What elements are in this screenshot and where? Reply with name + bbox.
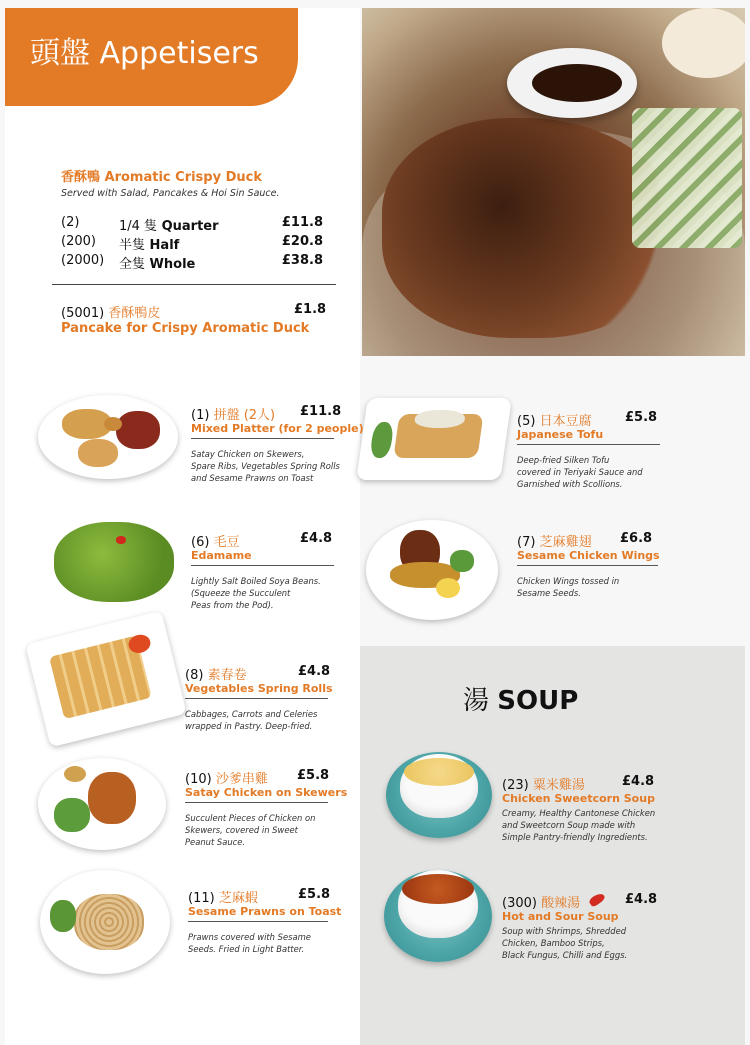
item-code: (5001)	[61, 306, 105, 321]
item-code: (2000)	[61, 253, 105, 268]
soup-title-zh: 湯	[463, 686, 490, 716]
divider	[52, 284, 336, 285]
price: £1.8	[294, 302, 327, 317]
pancake-title	[61, 302, 160, 321]
item-title	[517, 410, 592, 429]
price: £6.8	[620, 531, 653, 546]
item-title	[185, 664, 247, 683]
item-name-zh: 酸辣湯	[541, 896, 581, 911]
crispy-duck-title: 香酥鴨 Aromatic Crispy Duck	[61, 170, 262, 185]
description-line: Deep-fried Silken Tofu	[517, 455, 610, 465]
item-code: (6)	[191, 535, 210, 550]
description-line: wrapped in Pastry. Deep-fried.	[185, 721, 313, 731]
edamame-shape	[54, 522, 174, 602]
size-name	[119, 215, 219, 234]
price: £5.8	[625, 410, 658, 425]
item-description	[502, 925, 627, 961]
item-name-en: Vegetables Spring Rolls	[185, 682, 333, 695]
size-name-en: Half	[149, 238, 180, 253]
satay-skewer-shape	[88, 772, 136, 824]
description-line: Sesame Seeds.	[517, 588, 581, 598]
description-line: Peas from the Pod).	[191, 600, 274, 610]
item-description	[517, 454, 643, 490]
description-line: Satay Chicken on Skewers,	[191, 449, 305, 459]
description-line: Chicken Wings tossed in	[517, 576, 620, 586]
chili-garnish-shape	[116, 536, 126, 544]
description-line: Black Fungus, Chilli and Eggs.	[502, 950, 628, 960]
price: £20.8	[281, 234, 323, 249]
item-title	[185, 768, 268, 787]
item-description	[185, 708, 317, 732]
price: £4.8	[300, 531, 333, 546]
lemon-shape	[436, 578, 460, 598]
prawn-toast-shape	[74, 894, 144, 950]
item-description	[502, 807, 655, 843]
description-line: covered in Teriyaki Sauce and	[517, 467, 643, 477]
description-line: Succulent Pieces of Chicken on	[185, 813, 316, 823]
size-name-zh: 1/4 隻	[119, 219, 158, 234]
price: £11.8	[300, 404, 342, 419]
size-name-en: Whole	[149, 257, 196, 272]
ribs-shape	[116, 411, 160, 449]
item-description	[191, 448, 340, 484]
description-line: Prawns covered with Sesame	[188, 932, 311, 942]
divider	[191, 565, 334, 566]
pancake-name-zh: 香酥鴨皮	[108, 306, 161, 321]
description-line: Garnished with Scollions.	[517, 479, 623, 489]
mixed-platter-photo	[38, 395, 178, 479]
item-code: (300)	[502, 896, 537, 911]
description-line: Chicken, Bamboo Strips,	[502, 938, 605, 948]
item-description	[185, 812, 315, 848]
soup-title-en: SOUP	[497, 686, 579, 716]
crispy-duck-description: Served with Salad, Pancakes & Hoi Sin Sauce.	[61, 188, 280, 199]
sweetcorn-soup-shape	[404, 758, 474, 786]
item-code: (7)	[517, 535, 536, 550]
size-name-en: Quarter	[161, 219, 219, 234]
description-line: Spare Ribs, Vegetables Spring Rolls	[191, 461, 340, 471]
item-title	[517, 531, 592, 550]
sesame-prawns-photo	[40, 870, 170, 974]
item-name-en: Chicken Sweetcorn Soup	[502, 792, 655, 805]
description-line: Skewers, covered in Sweet	[185, 825, 298, 835]
salad-shape	[54, 798, 90, 832]
item-name-en: Edamame	[191, 549, 252, 562]
description-line: Cabbages, Carrots and Celeries	[185, 709, 318, 719]
item-description	[517, 575, 619, 599]
price: £11.8	[281, 215, 323, 230]
item-name-en: Hot and Sour Soup	[502, 910, 619, 923]
item-name-en: Mixed Platter (for 2 people)	[191, 422, 364, 435]
item-description	[188, 931, 311, 955]
edamame-photo	[44, 512, 180, 612]
garnish-shape	[50, 900, 76, 932]
item-name-en: Satay Chicken on Skewers	[185, 786, 348, 799]
item-code: (8)	[185, 668, 204, 683]
page-title: 頭盤 Appetisers	[30, 36, 259, 71]
item-code: (1)	[191, 408, 210, 423]
price: £38.8	[281, 253, 323, 268]
item-code: (10)	[185, 772, 212, 787]
peanut-sauce-shape	[64, 766, 86, 782]
description-line: Peanut Sauce.	[185, 837, 246, 847]
divider	[185, 802, 328, 803]
item-title	[188, 887, 258, 906]
garnish-shape	[450, 550, 474, 572]
item-title	[191, 531, 240, 550]
item-name-zh: 拼盤 (2人)	[213, 408, 276, 423]
item-name-en: Japanese Tofu	[517, 428, 604, 441]
hot-sour-soup-shape	[402, 874, 474, 904]
item-name-zh: 沙爹串雞	[215, 772, 268, 787]
description-line: (Squeeze the Succulent	[191, 588, 291, 598]
hoisin-sauce-shape	[532, 64, 622, 102]
price: £4.8	[622, 774, 655, 789]
item-description	[191, 575, 321, 611]
item-name-zh: 毛豆	[213, 535, 240, 550]
item-name-zh: 粟米雞湯	[532, 778, 585, 793]
size-name-zh: 全隻	[119, 257, 146, 272]
item-code: (23)	[502, 778, 529, 793]
prawn-toast-shape	[78, 439, 118, 467]
item-code: (2)	[61, 215, 80, 230]
price: £4.8	[625, 892, 658, 907]
description-line: Lightly Salt Boiled Soya Beans.	[191, 576, 321, 586]
cucumber-shape	[632, 108, 742, 248]
item-title	[191, 404, 275, 423]
sesame-wings-photo	[366, 520, 498, 620]
description-line: and Sesame Prawns on Toast	[191, 473, 314, 483]
pancake-name-en: Pancake for Crispy Aromatic Duck	[61, 321, 310, 336]
description-line: Seeds. Fried in Light Batter.	[188, 944, 305, 954]
japanese-tofu-photo	[356, 398, 512, 480]
divider	[188, 921, 328, 922]
soup-section-title	[463, 680, 578, 717]
price: £4.8	[298, 664, 331, 679]
item-title	[502, 774, 585, 793]
size-name	[119, 253, 195, 272]
description-line: Creamy, Healthy Cantonese Chicken	[502, 808, 656, 818]
item-name-zh: 芝麻雞翅	[539, 535, 592, 550]
divider	[191, 438, 334, 439]
pancake-shape	[662, 8, 745, 78]
item-name-zh: 素春卷	[207, 668, 247, 683]
scallion-shape	[414, 410, 467, 428]
description-line: Simple Pantry-friendly Ingredients.	[502, 832, 648, 842]
price: £5.8	[298, 887, 331, 902]
description-line: Soup with Shrimps, Shredded	[502, 926, 627, 936]
divider	[185, 698, 328, 699]
size-name-zh: 半隻	[119, 238, 146, 253]
item-code: (5)	[517, 414, 536, 429]
crispy-duck-photo	[362, 8, 745, 356]
size-name	[119, 234, 179, 253]
price: £5.8	[297, 768, 330, 783]
item-title	[502, 892, 580, 911]
item-name-zh: 日本豆腐	[539, 414, 592, 429]
duck-size-row	[61, 253, 323, 271]
garnish-shape	[369, 422, 394, 458]
duck-size-row	[61, 215, 323, 233]
divider	[517, 565, 658, 566]
item-name-zh: 芝麻蝦	[218, 891, 258, 906]
divider	[517, 444, 660, 445]
item-code: (11)	[188, 891, 215, 906]
item-code: (200)	[61, 234, 96, 249]
sauce-shape	[104, 417, 122, 431]
description-line: and Sweetcorn Soup made with	[502, 820, 636, 830]
satay-chicken-photo	[38, 758, 166, 850]
item-name-en: Sesame Prawns on Toast	[188, 905, 342, 918]
duck-size-row	[61, 234, 323, 252]
item-name-en: Sesame Chicken Wings	[517, 549, 660, 562]
